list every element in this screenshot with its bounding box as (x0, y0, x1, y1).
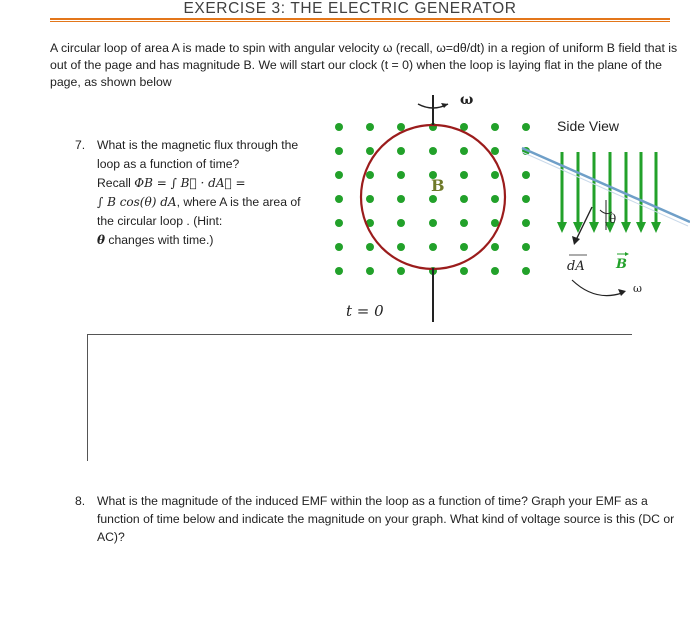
field-dot (397, 243, 405, 251)
B-vector-arrow-head (625, 252, 629, 256)
field-dot (335, 123, 343, 131)
field-dot (366, 147, 374, 155)
question-7-recall (97, 174, 315, 193)
field-dot (335, 267, 343, 275)
field-dot (335, 171, 343, 179)
side-view-diagram (522, 148, 690, 296)
field-dot (491, 243, 499, 251)
field-dot (335, 195, 343, 203)
question-7-area-text: , where A is the area of the circular loop . (Hint: (97, 195, 301, 228)
question-8 (75, 492, 675, 546)
field-dot (460, 171, 468, 179)
loop-side-rod-shadow (522, 152, 688, 226)
question-8-number: 8. (75, 494, 86, 508)
integral-expression: ∫ B cos(θ) dA (97, 195, 177, 209)
answer-box-q7[interactable] (87, 334, 632, 461)
field-arrow-head-icon (557, 222, 567, 233)
field-dot (522, 171, 530, 179)
field-dot (491, 147, 499, 155)
intro-paragraph: A circular loop of area A is made to spin with angular velocity ω (recall, ω=dθ/dt) in a region of uniform B field that is out of the page and has magnitude B. We will start our clock (t = 0) when the loop is laying flat in the plane of the page, as shown below (50, 41, 678, 89)
field-dot (429, 147, 437, 155)
theta-label: θ (609, 212, 617, 226)
field-dot-grid (335, 123, 530, 275)
question-7-integral (97, 193, 315, 231)
field-dot (460, 243, 468, 251)
question-7-hint-text: changes with time.) (105, 233, 214, 247)
time-zero-label: t = 0 (346, 302, 384, 320)
rotation-arc-head-icon (618, 289, 626, 296)
field-dot (397, 147, 405, 155)
normal-vector-head-icon (572, 236, 580, 245)
field-dot (335, 243, 343, 251)
side-view-label: Side View (557, 118, 620, 134)
omega-side-label: ω (633, 282, 642, 295)
answer-box-top-border (87, 334, 632, 335)
field-dot (366, 195, 374, 203)
field-dot (522, 243, 530, 251)
field-dot (397, 123, 405, 131)
field-dot (366, 267, 374, 275)
field-dot (522, 219, 530, 227)
field-dot (460, 147, 468, 155)
field-dot (429, 219, 437, 227)
field-dot (397, 195, 405, 203)
field-dot (491, 171, 499, 179)
field-dot (397, 171, 405, 179)
flux-equation: ΦB = ∫ B⃗ · dA⃗ = (134, 176, 246, 190)
field-dot (491, 123, 499, 131)
rotation-arc-icon (572, 280, 622, 296)
field-arrow-head-icon (621, 222, 631, 233)
field-dot (366, 243, 374, 251)
B-vector-label: B (616, 257, 627, 272)
field-dot (429, 243, 437, 251)
field-dot (460, 195, 468, 203)
field-dot (491, 267, 499, 275)
field-dot (491, 195, 499, 203)
field-dot (460, 267, 468, 275)
field-dot (522, 267, 530, 275)
recall-label: Recall (97, 176, 135, 190)
field-dot (522, 195, 530, 203)
title-underline (50, 18, 670, 20)
field-dot (429, 195, 437, 203)
field-arrow-head-icon (636, 222, 646, 233)
field-dot (397, 267, 405, 275)
dA-label: dA (567, 259, 585, 274)
answer-box-left-border (87, 334, 88, 461)
field-dot (522, 123, 530, 131)
question-8-prompt: What is the magnitude of the induced EMF within the loop as a function of time? Graph your EMF as a function of time below and indicate the magnitude on your graph. What kind of voltage source is this (DC or AC)? (97, 494, 675, 544)
title-underline-thin (50, 21, 670, 22)
question-7 (75, 136, 315, 250)
field-dot (397, 219, 405, 227)
field-arrow-head-icon (589, 222, 599, 233)
field-arrow-head-icon (651, 222, 661, 233)
question-7-hint (97, 231, 315, 250)
theta-symbol: θ (97, 233, 106, 247)
page-title: EXERCISE 3: THE ELECTRIC GENERATOR (183, 0, 517, 17)
field-dot (335, 219, 343, 227)
loop-figure (310, 90, 690, 330)
field-dot (460, 219, 468, 227)
field-label: B (431, 176, 445, 195)
field-dot (335, 147, 343, 155)
question-7-number: 7. (75, 138, 86, 152)
field-dot (366, 123, 374, 131)
question-7-prompt: What is the magnetic flux through the loop as a function of time? (97, 138, 299, 171)
omega-label: ω (460, 92, 474, 108)
field-dot (366, 171, 374, 179)
